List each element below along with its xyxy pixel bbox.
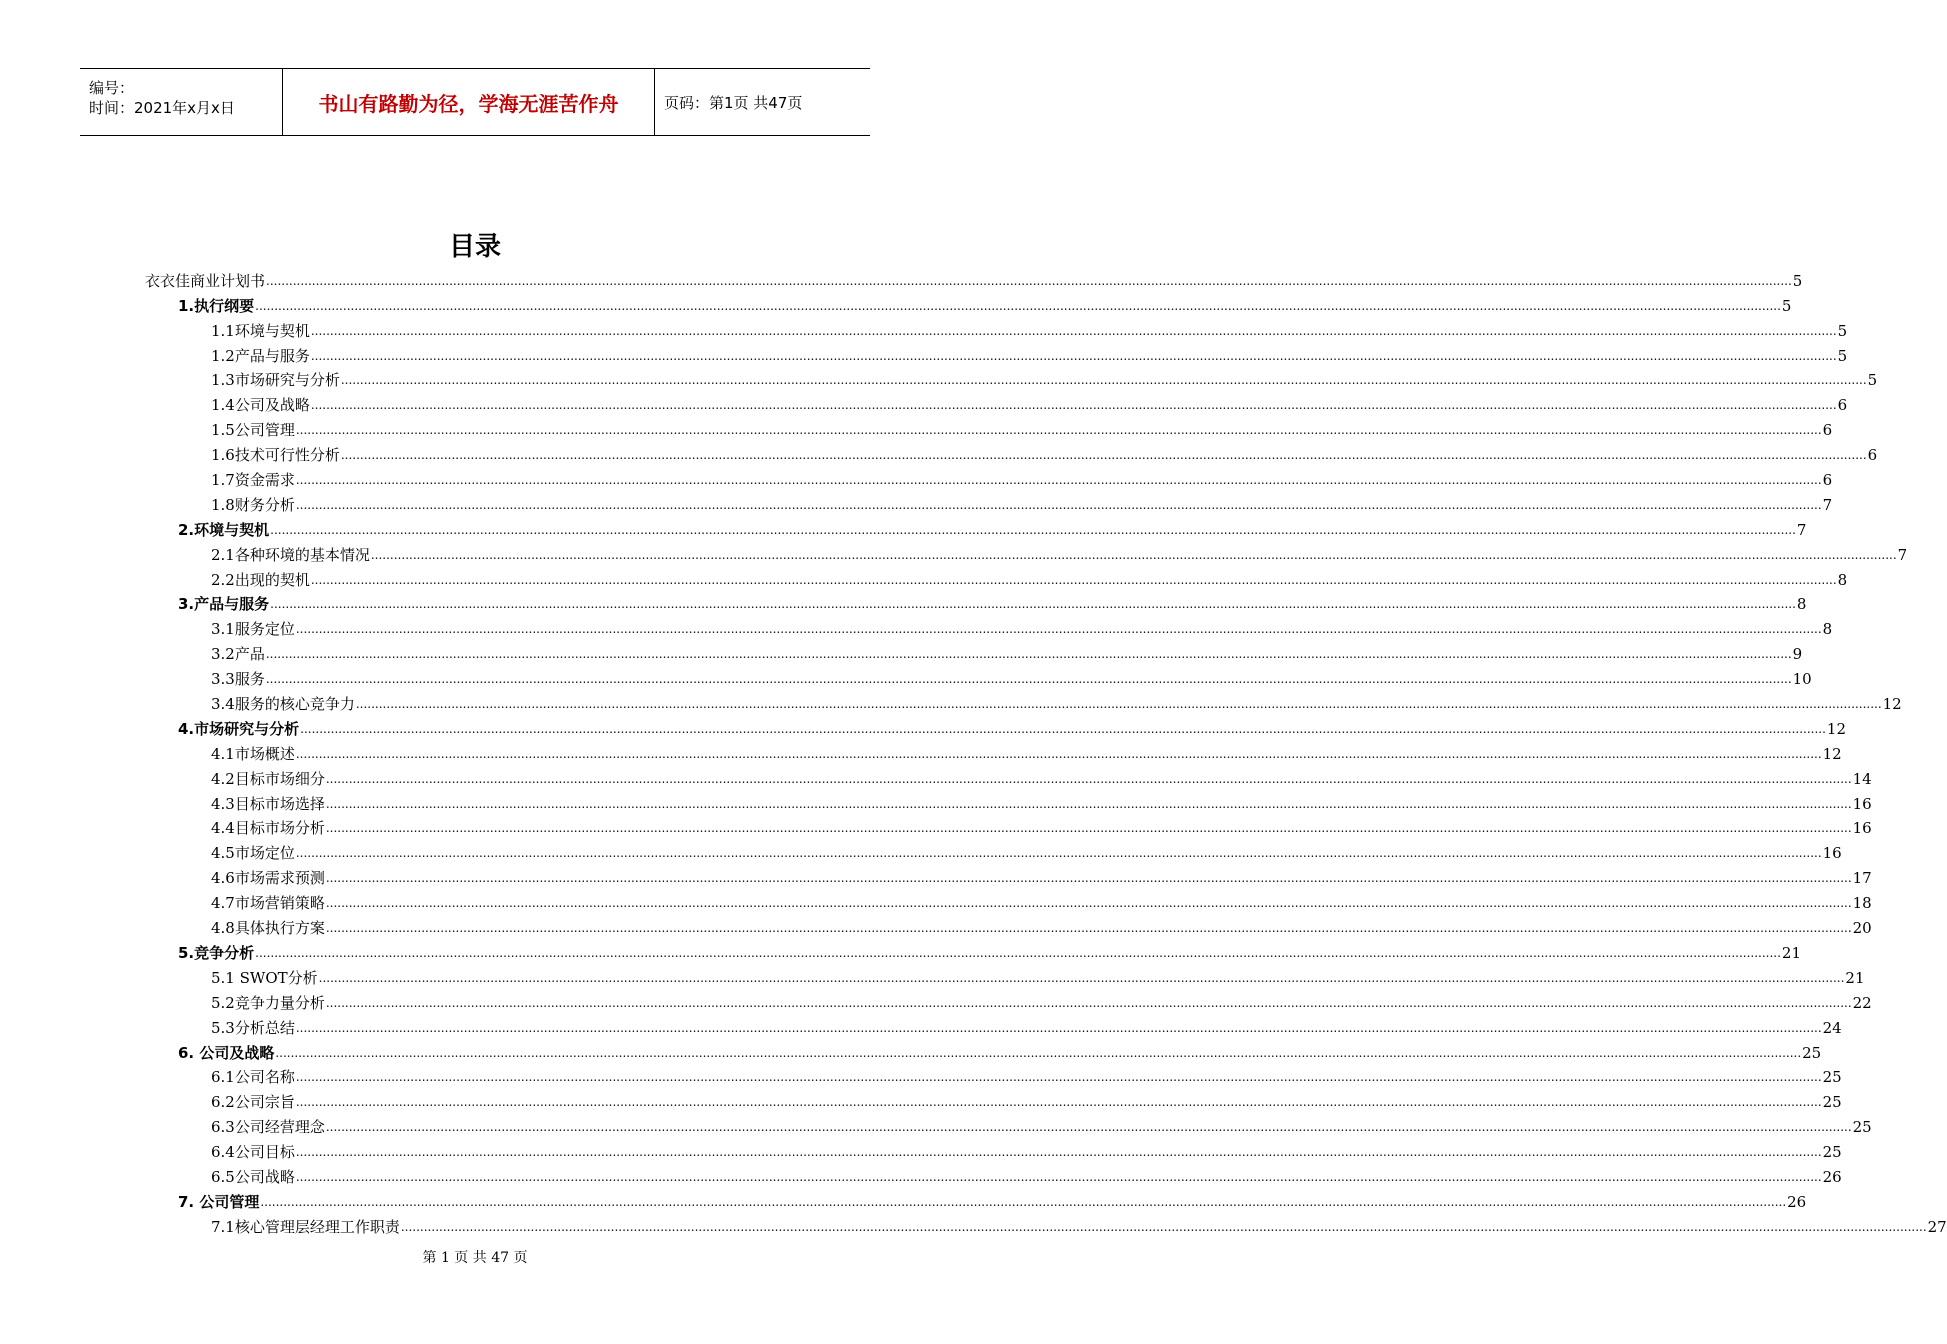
toc-entry-page: 21 (1845, 968, 1865, 987)
toc-entry[interactable] (0, 1163, 1842, 1188)
toc-leader-dots: ................................................................................................................................................................................................................................................................................................................................................................................................................ (255, 945, 1781, 960)
toc-entry-label: 1.1环境与契机 (211, 321, 310, 340)
toc-entry-label: 4.2目标市场细分 (211, 769, 325, 788)
toc-entry-page: 18 (1852, 894, 1872, 913)
toc-entry[interactable] (0, 790, 1872, 815)
toc-entry[interactable] (0, 715, 1847, 740)
toc-entry-page: 24 (1822, 1018, 1842, 1037)
toc-entry[interactable] (0, 416, 1833, 441)
toc-entry[interactable] (0, 615, 1833, 640)
toc-entry[interactable] (0, 491, 1833, 516)
toc-entry[interactable] (0, 1113, 1872, 1138)
toc-entry-label: 5.2竞争力量分析 (211, 993, 325, 1012)
toc-entry[interactable] (0, 914, 1872, 939)
toc-leader-dots: ................................................................................................................................................................................................................................................................................................................................................................................................................ (340, 448, 1867, 463)
toc-entry[interactable] (0, 292, 1792, 317)
toc-leader-dots: ................................................................................................................................................................................................................................................................................................................................................................................................................ (310, 348, 1837, 363)
toc-entry[interactable] (0, 989, 1872, 1014)
toc-entry[interactable] (0, 815, 1872, 840)
toc-entry[interactable] (0, 1088, 1842, 1113)
toc-entry-label: 2.1各种环境的基本情况 (211, 545, 370, 564)
toc-entry-page: 6 (1822, 471, 1833, 490)
toc-entry[interactable] (0, 1064, 1842, 1089)
toc-leader-dots: ................................................................................................................................................................................................................................................................................................................................................................................................................ (270, 522, 1796, 537)
toc-leader-dots: ................................................................................................................................................................................................................................................................................................................................................................................................................ (265, 672, 1792, 687)
toc-entry-page: 10 (1792, 670, 1812, 689)
toc-entry[interactable] (0, 1039, 1822, 1064)
toc-entry-label: 3.3服务 (211, 670, 265, 689)
toc-entry-label: 5.3分析总结 (211, 1018, 295, 1037)
toc-entry-page: 14 (1852, 769, 1872, 788)
toc-entry-page: 5 (1867, 371, 1878, 390)
toc-entry-page: 12 (1822, 744, 1842, 763)
toc-leader-dots: ................................................................................................................................................................................................................................................................................................................................................................................................................ (325, 1120, 1852, 1135)
toc-leader-dots: ................................................................................................................................................................................................................................................................................................................................................................................................................ (340, 373, 1867, 388)
toc-entry[interactable] (0, 317, 1848, 342)
table-of-contents (0, 267, 1947, 1238)
toc-leader-dots: ................................................................................................................................................................................................................................................................................................................................................................................................................ (295, 1095, 1822, 1110)
toc-leader-dots: ................................................................................................................................................................................................................................................................................................................................................................................................................ (265, 647, 1792, 662)
toc-leader-dots: ................................................................................................................................................................................................................................................................................................................................................................................................................ (325, 921, 1852, 936)
page-footer: 第 1 页 共 47 页 (422, 1250, 528, 1266)
toc-entry[interactable] (0, 267, 1803, 292)
toc-entry[interactable] (0, 839, 1842, 864)
toc-entry-label: 4.7市场营销策略 (211, 894, 325, 913)
toc-entry[interactable] (0, 864, 1872, 889)
toc-entry-label: 3.2产品 (211, 645, 265, 664)
toc-entry[interactable] (0, 1014, 1842, 1039)
toc-entry[interactable] (0, 367, 1878, 392)
toc-entry-page: 6 (1837, 396, 1848, 415)
toc-entry-label: 1.3市场研究与分析 (211, 371, 340, 390)
toc-leader-dots: ................................................................................................................................................................................................................................................................................................................................................................................................................ (295, 846, 1822, 861)
toc-entry-page: 16 (1852, 819, 1872, 838)
toc-entry-page: 27 (1927, 1217, 1947, 1236)
toc-entry-page: 6 (1867, 446, 1878, 465)
header-page-info: 页码：第1页 共47页 (664, 93, 803, 112)
toc-entry-label: 1.4公司及战略 (211, 396, 310, 415)
toc-entry-page: 22 (1852, 993, 1872, 1012)
toc-entry[interactable] (0, 1138, 1842, 1163)
toc-entry-label: 4.4目标市场分析 (211, 819, 325, 838)
toc-entry[interactable] (0, 1188, 1807, 1213)
toc-leader-dots: ................................................................................................................................................................................................................................................................................................................................................................................................................ (295, 473, 1822, 488)
toc-entry-page: 5 (1837, 321, 1848, 340)
toc-entry[interactable] (0, 964, 1865, 989)
toc-entry-page: 8 (1837, 570, 1848, 589)
header-motto: 书山有路勤为径，学海无涯苦作舟 (282, 69, 655, 135)
toc-entry-page: 5 (1792, 271, 1803, 290)
toc-entry[interactable] (0, 342, 1848, 367)
toc-entry-label: 5.竞争分析 (178, 943, 255, 962)
toc-entry-label: 5.1 SWOT分析 (211, 968, 318, 987)
toc-leader-dots: ................................................................................................................................................................................................................................................................................................................................................................................................................ (295, 1169, 1822, 1184)
toc-leader-dots: ................................................................................................................................................................................................................................................................................................................................................................................................................ (295, 1070, 1822, 1085)
toc-entry-page: 7 (1796, 520, 1807, 539)
toc-leader-dots: ................................................................................................................................................................................................................................................................................................................................................................................................................ (260, 1194, 1787, 1209)
toc-entry[interactable] (0, 541, 1908, 566)
toc-leader-dots: ................................................................................................................................................................................................................................................................................................................................................................................................................ (325, 796, 1852, 811)
toc-leader-dots: ................................................................................................................................................................................................................................................................................................................................................................................................................ (400, 1219, 1927, 1234)
toc-entry-page: 26 (1822, 1167, 1842, 1186)
toc-leader-dots: ................................................................................................................................................................................................................................................................................................................................................................................................................ (295, 1020, 1822, 1035)
toc-leader-dots: ................................................................................................................................................................................................................................................................................................................................................................................................................ (325, 821, 1852, 836)
toc-entry-page: 17 (1852, 869, 1872, 888)
toc-entry[interactable] (0, 889, 1872, 914)
toc-entry-page: 25 (1822, 1093, 1842, 1112)
toc-entry[interactable] (0, 690, 1902, 715)
toc-leader-dots: ................................................................................................................................................................................................................................................................................................................................................................................................................ (300, 721, 1826, 736)
toc-entry-label: 4.3目标市场选择 (211, 794, 325, 813)
toc-leader-dots: ................................................................................................................................................................................................................................................................................................................................................................................................................ (325, 995, 1852, 1010)
toc-entry-label: 6.4公司目标 (211, 1143, 295, 1162)
toc-entry-page: 25 (1802, 1043, 1822, 1062)
toc-entry-label: 1.执行纲要 (178, 296, 255, 315)
toc-entry-label: 衣衣佳商业计划书 (145, 271, 266, 290)
toc-entry[interactable] (0, 1213, 1947, 1238)
header-meta (80, 61, 282, 135)
toc-entry-page: 8 (1796, 595, 1807, 614)
page-title: 目录 (448, 232, 501, 262)
toc-entry-label: 4.8具体执行方案 (211, 919, 325, 938)
toc-entry-label: 6.5公司战略 (211, 1167, 295, 1186)
toc-entry[interactable] (0, 939, 1802, 964)
toc-entry-label: 3.产品与服务 (178, 595, 270, 614)
toc-entry[interactable] (0, 591, 1807, 616)
toc-entry-label: 6. 公司及战略 (178, 1043, 275, 1062)
toc-leader-dots: ................................................................................................................................................................................................................................................................................................................................................................................................................ (310, 323, 1837, 338)
toc-leader-dots: ................................................................................................................................................................................................................................................................................................................................................................................................................ (325, 896, 1852, 911)
toc-entry-page: 5 (1781, 296, 1792, 315)
toc-leader-dots: ................................................................................................................................................................................................................................................................................................................................................................................................................ (275, 1045, 1802, 1060)
toc-entry-label: 2.环境与契机 (178, 520, 270, 539)
toc-entry-label: 4.6市场需求预测 (211, 869, 325, 888)
toc-entry[interactable] (0, 466, 1833, 491)
toc-entry-label: 6.2公司宗旨 (211, 1093, 295, 1112)
page-header (80, 68, 870, 136)
toc-leader-dots: ................................................................................................................................................................................................................................................................................................................................................................................................................ (295, 622, 1822, 637)
toc-entry[interactable] (0, 665, 1812, 690)
toc-entry-label: 6.3公司经营理念 (211, 1118, 325, 1137)
toc-entry-page: 26 (1787, 1192, 1807, 1211)
toc-entry-label: 1.8财务分析 (211, 495, 295, 514)
toc-entry-label: 1.5公司管理 (211, 421, 295, 440)
toc-entry-label: 3.1服务定位 (211, 620, 295, 639)
header-date-label: 时间：2021年x月x日 (89, 99, 235, 117)
toc-entry[interactable] (0, 765, 1872, 790)
toc-entry[interactable] (0, 566, 1848, 591)
toc-entry-page: 12 (1826, 719, 1847, 738)
toc-entry-label: 4.市场研究与分析 (178, 719, 300, 738)
toc-entry-page: 5 (1837, 346, 1848, 365)
toc-leader-dots: ................................................................................................................................................................................................................................................................................................................................................................................................................ (310, 572, 1837, 587)
toc-leader-dots: ................................................................................................................................................................................................................................................................................................................................................................................................................ (295, 1145, 1822, 1160)
toc-leader-dots: ................................................................................................................................................................................................................................................................................................................................................................................................................ (255, 298, 1781, 313)
toc-entry-page: 9 (1792, 645, 1803, 664)
toc-entry-page: 7 (1897, 545, 1908, 564)
toc-leader-dots: ................................................................................................................................................................................................................................................................................................................................................................................................................ (295, 497, 1822, 512)
toc-entry-label: 6.1公司名称 (211, 1068, 295, 1087)
toc-entry-page: 7 (1822, 495, 1833, 514)
toc-leader-dots: ................................................................................................................................................................................................................................................................................................................................................................................................................ (266, 273, 1792, 288)
toc-entry-page: 25 (1852, 1118, 1872, 1137)
toc-entry-page: 25 (1822, 1143, 1842, 1162)
toc-entry-page: 16 (1822, 844, 1842, 863)
toc-entry[interactable] (0, 516, 1807, 541)
header-number-label: 编号： (89, 79, 135, 97)
toc-entry-page: 20 (1852, 919, 1872, 938)
toc-entry-page: 6 (1822, 421, 1833, 440)
toc-entry-page: 8 (1822, 620, 1833, 639)
toc-entry-label: 2.2出现的契机 (211, 570, 310, 589)
toc-entry-label: 3.4服务的核心竞争力 (211, 695, 355, 714)
toc-entry-label: 7. 公司管理 (178, 1192, 260, 1211)
toc-entry-label: 4.1市场概述 (211, 744, 295, 763)
toc-entry[interactable] (0, 391, 1848, 416)
toc-leader-dots: ................................................................................................................................................................................................................................................................................................................................................................................................................ (295, 423, 1822, 438)
toc-leader-dots: ................................................................................................................................................................................................................................................................................................................................................................................................................ (325, 771, 1852, 786)
toc-entry[interactable] (0, 441, 1878, 466)
toc-entry-label: 1.7资金需求 (211, 471, 295, 490)
toc-entry-page: 21 (1781, 943, 1802, 962)
toc-leader-dots: ................................................................................................................................................................................................................................................................................................................................................................................................................ (270, 597, 1796, 612)
toc-entry-label: 4.5市场定位 (211, 844, 295, 863)
toc-entry-page: 25 (1822, 1068, 1842, 1087)
toc-entry-label: 1.2产品与服务 (211, 346, 310, 365)
toc-entry-label: 7.1核心管理层经理工作职责 (211, 1217, 400, 1236)
toc-entry-page: 12 (1882, 695, 1902, 714)
toc-leader-dots: ................................................................................................................................................................................................................................................................................................................................................................................................................ (370, 547, 1897, 562)
toc-entry-label: 1.6技术可行性分析 (211, 446, 340, 465)
toc-leader-dots: ................................................................................................................................................................................................................................................................................................................................................................................................................ (318, 970, 1845, 985)
toc-entry-page: 16 (1852, 794, 1872, 813)
toc-entry[interactable] (0, 740, 1842, 765)
toc-entry[interactable] (0, 640, 1803, 665)
toc-leader-dots: ................................................................................................................................................................................................................................................................................................................................................................................................................ (325, 871, 1852, 886)
toc-leader-dots: ................................................................................................................................................................................................................................................................................................................................................................................................................ (355, 697, 1882, 712)
toc-leader-dots: ................................................................................................................................................................................................................................................................................................................................................................................................................ (310, 398, 1837, 413)
toc-leader-dots: ................................................................................................................................................................................................................................................................................................................................................................................................................ (295, 746, 1822, 761)
